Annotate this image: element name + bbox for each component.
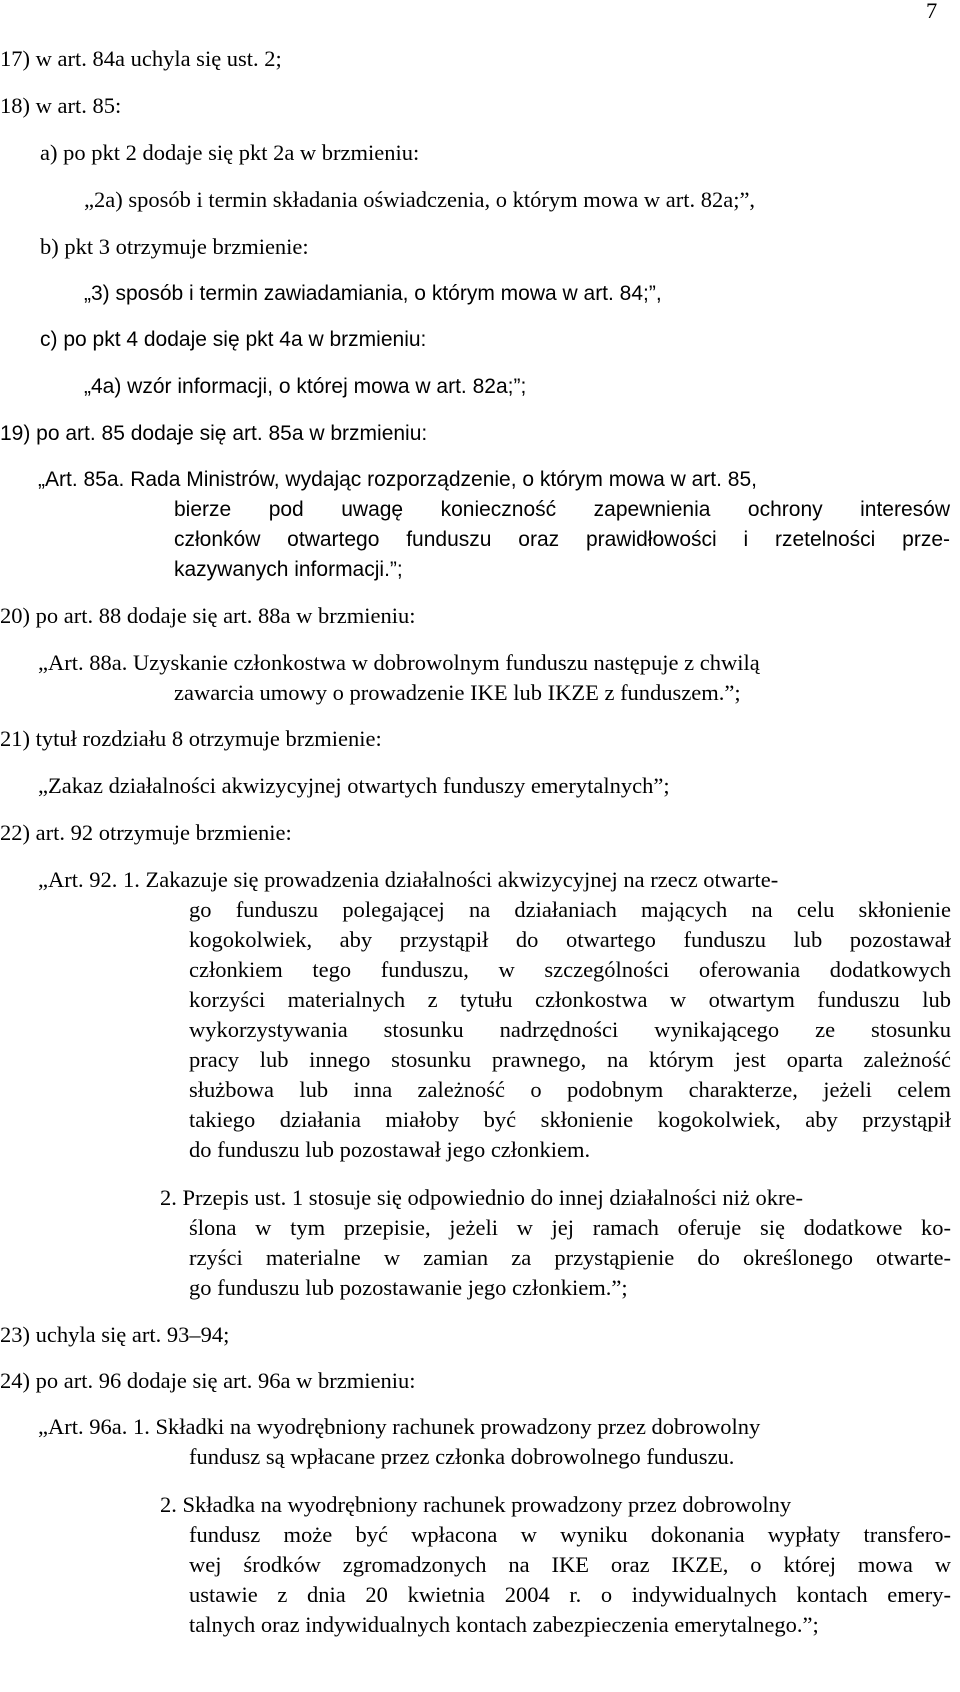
art-92-line-6: wykorzystywania stosunku nadrzędności wynikającego ze stosunku bbox=[189, 1017, 951, 1042]
art-88a-line-1: „Art. 88a. Uzyskanie członkostwa w dobrowolnym funduszu następuje z chwilą bbox=[38, 650, 760, 675]
art-92-line-10: do funduszu lub pozostawał jego członkiem. bbox=[189, 1137, 591, 1162]
art-96a-ust-2-line-4: ustawie z dnia 20 kwietnia 2004 r. o indywidualnych kontach emery- bbox=[189, 1582, 951, 1607]
art-85a-line-4: kazywanych informacji.”; bbox=[174, 558, 403, 581]
quote-4a: „4a) wzór informacji, o której mowa w art. 82a;”; bbox=[84, 375, 527, 398]
art-92-line-7: pracy lub innego stosunku prawnego, na którym jest oparta zależność bbox=[189, 1047, 951, 1072]
art-92-ust-2-line-1: 2. Przepis ust. 1 stosuje się odpowiednio do innej działalności niż okre- bbox=[160, 1185, 804, 1210]
art-85a-line-1: „Art. 85a. Rada Ministrów, wydając rozporządzenie, o którym mowa w art. 85, bbox=[38, 468, 757, 491]
page-number: 7 bbox=[926, 0, 938, 23]
item-22: 22) art. 92 otrzymuje brzmienie: bbox=[0, 820, 292, 845]
art-92-line-2: go funduszu polegającej na działaniach mających na celu skłonienie bbox=[189, 897, 951, 922]
art-96a-ust-2-line-2: fundusz może być wpłacona w wyniku dokonania wypłaty transfero- bbox=[189, 1522, 951, 1547]
art-96a-ust-2-line-5: talnych oraz indywidualnych kontach zabezpieczenia emerytalnego.”; bbox=[189, 1612, 819, 1637]
art-92-line-5: korzyści materialnych z tytułu członkostwa w otwartym funduszu lub bbox=[189, 987, 951, 1012]
art-96a-line-2: fundusz są wpłacane przez członka dobrowolnego funduszu. bbox=[189, 1444, 735, 1469]
subitem-a: a) po pkt 2 dodaje się pkt 2a w brzmieniu: bbox=[40, 140, 420, 165]
art-92-line-4: członkiem tego funduszu, w szczególności oferowania dodatkowych bbox=[189, 957, 951, 982]
item-21: 21) tytuł rozdziału 8 otrzymuje brzmienie: bbox=[0, 726, 382, 751]
art-92-ust-2-line-2: ślona w tym przepisie, jeżeli w jej ramach oferuje się dodatkowe ko- bbox=[189, 1215, 951, 1240]
art-92-ust-2-line-3: rzyści materialne w zamian za przystąpienie do określonego otwarte- bbox=[189, 1245, 951, 1270]
item-24: 24) po art. 96 dodaje się art. 96a w brzmieniu: bbox=[0, 1368, 416, 1393]
art-92-ust-2-line-4: go funduszu lub pozostawanie jego członkiem.”; bbox=[189, 1275, 628, 1300]
art-85a-line-2: bierze pod uwagę konieczność zapewnienia ochrony interesów bbox=[174, 498, 950, 521]
item-18: 18) w art. 85: bbox=[0, 93, 122, 118]
quote-2a: „2a) sposób i termin składania oświadczenia, o którym mowa w art. 82a;”, bbox=[84, 187, 756, 212]
item-19: 19) po art. 85 dodaje się art. 85a w brzmieniu: bbox=[0, 422, 428, 445]
art-92-line-1: „Art. 92. 1. Zakazuje się prowadzenia działalności akwizycyjnej na rzecz otwarte- bbox=[38, 867, 779, 892]
item-20: 20) po art. 88 dodaje się art. 88a w brzmieniu: bbox=[0, 603, 416, 628]
chapter-title-quote: „Zakaz działalności akwizycyjnej otwartych funduszy emerytalnych”; bbox=[38, 773, 670, 798]
art-92-line-8: służbowa lub inna zależność o podobnym charakterze, jeżeli celem bbox=[189, 1077, 951, 1102]
art-96a-ust-2-line-3: wej środków zgromadzonych na IKE oraz IKZE, o której mowa w bbox=[189, 1552, 951, 1577]
art-96a-line-1: „Art. 96a. 1. Składki na wyodrębniony rachunek prowadzony przez dobrowolny bbox=[38, 1414, 761, 1439]
art-92-line-3: kogokolwiek, aby przystąpił do otwartego funduszu lub pozostawał bbox=[189, 927, 951, 952]
subitem-b: b) pkt 3 otrzymuje brzmienie: bbox=[40, 234, 309, 259]
quote-3: „3) sposób i termin zawiadamiania, o którym mowa w art. 84;”, bbox=[84, 282, 662, 305]
subitem-c: c) po pkt 4 dodaje się pkt 4a w brzmieniu: bbox=[40, 328, 427, 351]
item-23: 23) uchyla się art. 93–94; bbox=[0, 1322, 230, 1347]
art-92-line-9: takiego działania miałoby być skłonienie kogokolwiek, aby przystąpił bbox=[189, 1107, 951, 1132]
art-88a-line-2: zawarcia umowy o prowadzenie IKE lub IKZE z funduszem.”; bbox=[174, 680, 741, 705]
item-17: 17) w art. 84a uchyla się ust. 2; bbox=[0, 46, 282, 71]
art-96a-ust-2-line-1: 2. Składka na wyodrębniony rachunek prowadzony przez dobrowolny bbox=[160, 1492, 792, 1517]
art-85a-line-3: członków otwartego funduszu oraz prawidłowości i rzetelności prze- bbox=[174, 528, 950, 551]
